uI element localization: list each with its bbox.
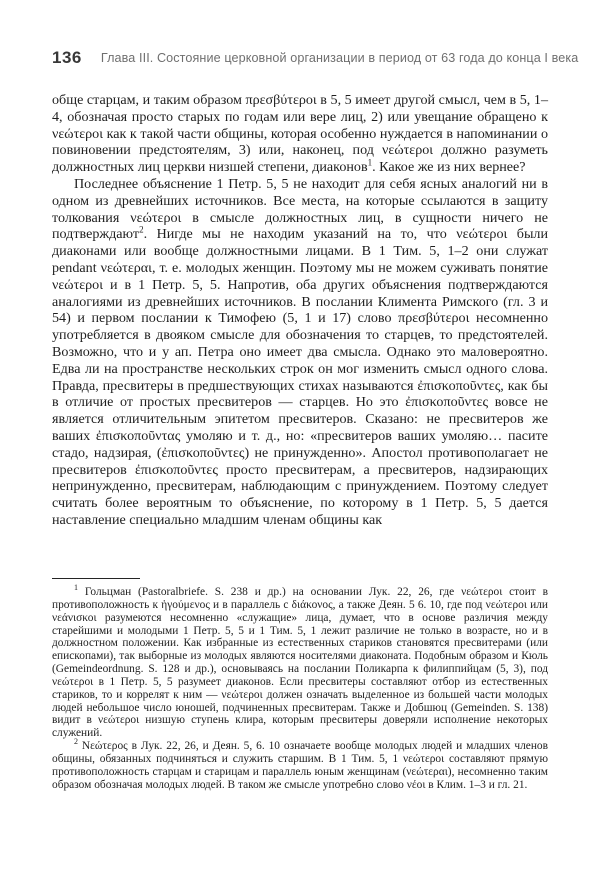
footnote-2-marker: 2 xyxy=(74,737,78,747)
paragraph xyxy=(52,176,548,529)
footnote-1-text: Гольцман (Pastoralbriefe. S. 238 и др.) на основании Лук. 22, 26, где νεώτεροι стоит в противоположность к ἡγούμενος и в параллель с διάκονος, а также Деян. 5 6. 10, где под νεώτεροι или νεάνισκοι разумеются несомненно «служащие» лица, думает, что в основе различия между старейшими и молодыми 1 Петр. 5, 5 и 1 Тим. 5, 1 лежит различие не только в возрасте, но и в должностном положении. Как избранные из естественных стариков становятся пресвитерами (или епископами), так выборные из молодых являются носителями диаконата. Подобным образом и Кюль (Gemeindeordnung. S. 128 и др.), основываясь на послании Поликарпа к филиппийцам (5, 3), под νεώτεροι в 1 Петр. 5, 5 разумеет диаконов. Если пресвитеры составляют отбор из естественных стариков, то и коррелят к ним — νεώτεροι должен означать выделенное из большей части молодых людей небольшое число юношей, подчиненных пресвитерам. Также и Добшюц (Gemeinden. S. 138) видит в νεώτεροι низшую ступень клира, которым пресвитеры доверяли исполнение некоторых служений. xyxy=(52,586,548,740)
running-head xyxy=(52,48,579,68)
footnotes-section xyxy=(52,578,548,792)
page-number: 136 xyxy=(52,48,82,67)
footnote-reference-2: 2 xyxy=(139,224,144,235)
footnote-2-text: Νεώτερος в Лук. 22, 26, и Деян. 5, 6. 10 означаете вообще молодых людей и младших членов общины, обязанных подчиняться и служить старшим. В 1 Тим. 5, 1 νεώτεροι составляют прямую противоположность старцам и старицам и параллель юным женщинам (νεώτεραι), несомненно таким образом обозначая молодых людей. В таком же смысле употребно слово νέοι в Клим. 1–3 и гл. 21. xyxy=(52,740,548,791)
footnote-1-marker: 1 xyxy=(74,583,78,593)
footnote-separator-rule xyxy=(52,578,140,579)
paragraph-text: . Какое же из них вернее? xyxy=(372,159,526,176)
footnote-2 xyxy=(52,737,548,791)
chapter-title: Глава III. Состояние церковной организации в период от 63 года до конца I века xyxy=(100,51,579,65)
paragraph-text: Последнее объяснение 1 Петр. 5, 5 не находит для себя ясных аналогий ни в одном из древнейших источников. Все места, на которые ссылаются в защиту толкования νεώτεροι в смысле должностных лиц, в сущности ничего не подтверждают xyxy=(52,175,548,243)
paragraph-continuation xyxy=(52,92,548,176)
footnote-1 xyxy=(52,583,548,740)
paragraph-text: обще старцам, и таким образом πρεσβύτεροι в 5, 5 имеет другой смысл, чем в 5, 1–4, обозначая просто старых по годам или вере лиц, 2) или увещание обращено к νεώτεροι как к такой части общины, которая особенно нуждается в напоминании о повиновении предстоятелям, 3) или, наконец, под νεώτεροι должно разуметь должностных лиц церкви низшей степени, диаконов xyxy=(52,92,548,176)
paragraph-text: . Нигде мы не находим указаний на то, что νεώτεροι были диаконами или вообще должностными лицами. В 1 Тим. 5, 1–2 они служат pendant νεώτεραι, т. е. молодых женщин. Поэтому мы не можем суживать понятие νεώτεροι и в 1 Петр. 5, 5. Напротив, оба других объяснения подтверждаются аналогиями из древнейших источников. В послании Климента Римского (гл. 3 и 54) и первом послании к Тимофею (5, 1 и 17) слово πρεσβύτεροι несомненно употребляется в двояком смысле для обозначения то старцев, то предстоятелей. Возможно, что и у ап. Петра оно имеет два смысла. Однако это маловероятно. Едва ли на пространстве нескольких строк он мог изменить смысл одного слова. Правда, пресвитеры в предшествующих стихах называются ἐπισκοποῦντες, как бы в отличие от простых пресвитеров — старцев. Но это ἐπισκοποῦντες вовсе не является отличительным эпитетом пресвитеров. Сказано: не пресвитеров же ваших ἐπισκοποῦντας умоляю и т. д., но: «пресвитеров ваших умоляю… пасите стадо, надзирая, (ἐπισκοποῦντες) не принужденно». Апостол противополагает не пресвитеров ἐπισκοποῦντες просто пресвитерам, а пресвитеров, надзирающих непринужденно, пресвитерам, наблюдающим с принуждением. Поэтому следует считать более вероятным то объяснение, по которому в 1 Петр. 5, 5 дается наставление специально младшим членам общины как xyxy=(52,226,548,528)
main-text-column xyxy=(52,92,548,529)
footnote-reference-1: 1 xyxy=(367,157,373,168)
